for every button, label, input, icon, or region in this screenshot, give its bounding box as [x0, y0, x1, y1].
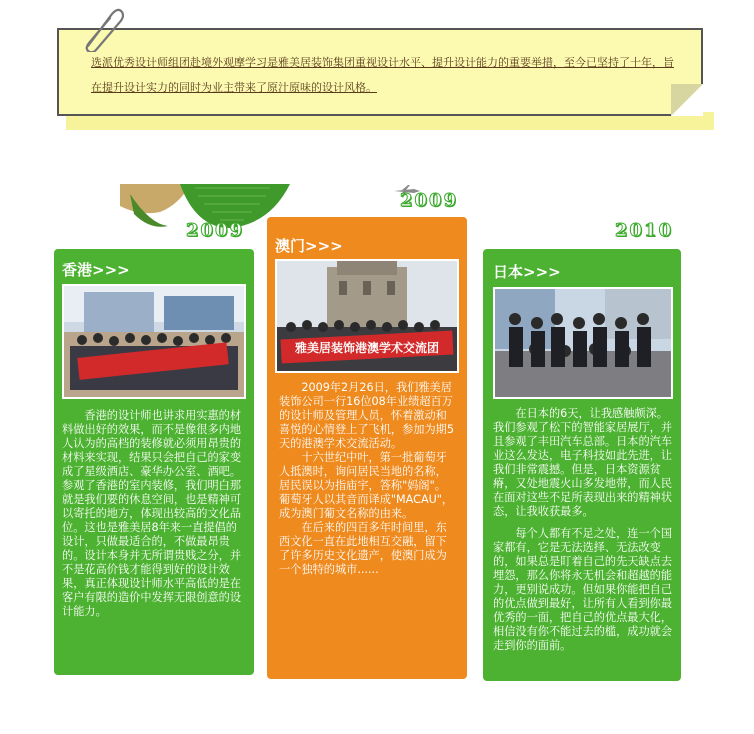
paragraph: 在日本的6天，让我感触颇深。我们参观了松下的智能家居展厅，并且参观了丰田汽车总部。日本的汽车业这么发达，电子科技如此先进，让我们非常震撼。但是，日本资源贫瘠，又处地震火山多发地带，而人民在面对这些不足所表现出来的精神状态，让我收获最多。	[493, 407, 673, 518]
banner-text: 雅美居装饰港澳学术交流团	[294, 341, 440, 355]
photo-macau-group	[275, 259, 459, 373]
card-title-hongkong: 香港>>>	[62, 261, 130, 279]
card-japan	[483, 249, 681, 681]
paperclip-icon	[78, 6, 124, 52]
card-macau	[267, 217, 467, 679]
paragraph: 参观了香港的室内装修，我们明白那就是我们要的休息空间，也是精神可以寄托的地方，体现出较高的文化品位。这也是雅美居8年来一直提倡的设计，只做最适合的，不做最昂贵的。设计本身并无所谓贵贱之分，并不是花高价钱才能得到好的设计效果，真正体现设计师水平高低的是在客户有限的造价中发挥无限创意的设计能力。	[62, 479, 242, 618]
paragraph: 在后来的四百多年时间里，东西文化一直在此地相互交融，留下了许多历史文化遗产，使澳门成为一个独特的城市......	[279, 521, 447, 576]
card-body-macau	[279, 381, 457, 577]
year-label-japan: 2010	[615, 220, 674, 241]
card-title-macau: 澳门>>>	[275, 237, 343, 255]
photo-hongkong-group	[62, 284, 246, 399]
card-body-hongkong	[62, 409, 246, 619]
note-folded-corner	[671, 84, 703, 116]
paragraph: 2009年2月26日，我们雅美居装饰公司一行16位08年业绩超百万的设计师及管理人员，怀着激动和喜悦的心情登上了飞机，参加为期5天的港澳学术交流活动。	[279, 381, 454, 450]
intro-note	[57, 28, 703, 116]
card-body-japan	[493, 407, 673, 653]
card-title-japan: 日本>>>	[493, 263, 561, 281]
paragraph: 十六世纪中叶，第一批葡萄牙人抵澳时，询问居民当地的名称，居民误以为指庙宇，答称"妈阁"。葡萄牙人以其音而译成"MACAU"，成为澳门葡文名称的由来。	[279, 451, 454, 520]
paragraph: 香港的设计师也讲求用实惠的材料做出好的效果，而不是像很多内地人认为的高档的装修就必须用昂贵的材料来实现，结果只会把自己的家变成了星级酒店、豪华办公室、酒吧。	[62, 409, 242, 478]
intro-note-text: 选派优秀设计师组团赴境外观摩学习是雅美居装饰集团重视设计水平、提升设计能力的重要举措，至今已坚持了十年，旨在提升设计实力的同时为业主带来了原汁原味的设计风格。	[91, 56, 674, 94]
year-label-macau: 2009	[400, 190, 459, 211]
year-label-hongkong: 2009	[186, 220, 245, 241]
photo-japan-group	[493, 287, 673, 399]
card-hongkong	[54, 249, 254, 675]
paragraph: 每个人都有不足之处，连一个国家都有，它是无法选择、无法改变的，如果总是盯着自己的先天缺点去埋怨，那么你将永无机会和超越的能力，更别说成功。但如果你能把自己的优点做到最好，让所有人看到你最优秀的一面，把自己的优点最大化，相信没有你不能过去的槛，成功就会走到你的面前。	[493, 527, 673, 652]
